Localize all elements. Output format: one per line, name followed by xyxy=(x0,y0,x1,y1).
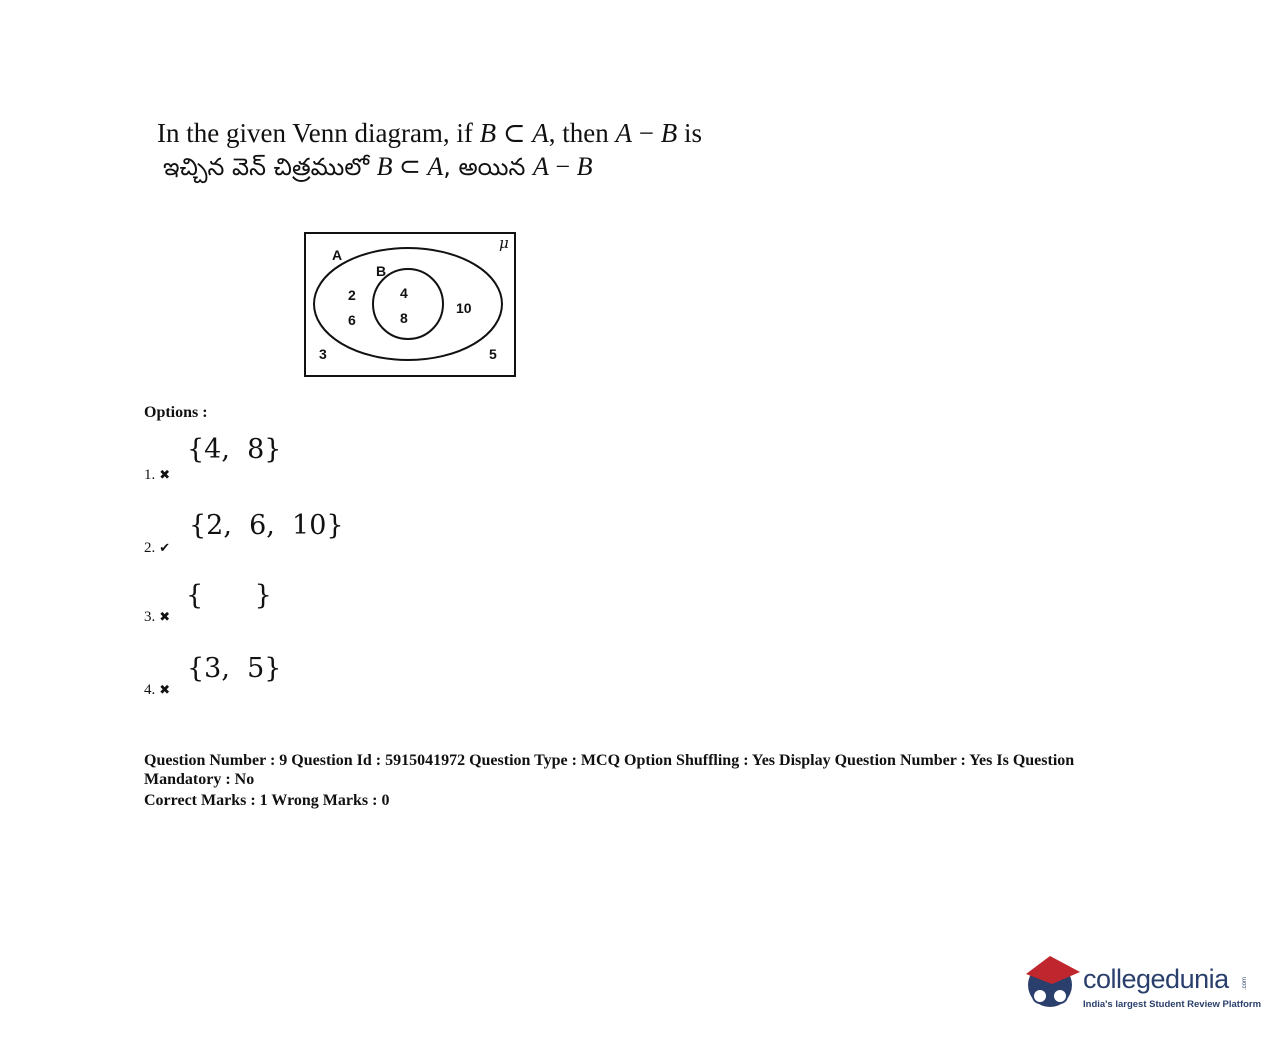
marks-info: Correct Marks : 1 Wrong Marks : 0 xyxy=(144,792,390,809)
set-a-element: 2 xyxy=(348,287,356,303)
option-number: 1. xyxy=(144,467,156,483)
universal-label: μ xyxy=(499,234,509,252)
logo-com: .com xyxy=(1242,976,1248,990)
minus-symbol: − xyxy=(548,152,577,181)
venn-diagram xyxy=(304,232,516,377)
set-b-symbol: B xyxy=(660,118,678,148)
option-number-row xyxy=(144,608,170,626)
set-b-label: B xyxy=(376,263,387,279)
minus-symbol: − xyxy=(632,118,661,148)
glasses-left xyxy=(1033,989,1047,1003)
question-text: In the given Venn diagram, if xyxy=(157,118,480,148)
option-number: 4. xyxy=(144,682,156,698)
question-english xyxy=(157,118,702,149)
option-number-row xyxy=(144,466,170,484)
wrong-icon: ✖ xyxy=(159,682,171,697)
subset-symbol: ⊂ xyxy=(392,152,428,181)
outside-element: 5 xyxy=(489,346,497,362)
telugu-text-then: , అయిన xyxy=(443,153,534,181)
set-a-symbol: A xyxy=(532,118,549,148)
set-b-symbol: B xyxy=(576,152,593,181)
set-b-element: 8 xyxy=(400,310,408,326)
option-number-row xyxy=(144,539,170,557)
set-a-element: 10 xyxy=(456,300,472,316)
logo-wordmark: collegedunia xyxy=(1083,964,1229,994)
option-value: {4, 8} xyxy=(187,434,282,465)
question-meta: Question Number : 9 Question Id : 5915041972 Question Type : MCQ Option Shuffling : Yes Display Question Number : Yes Is Question Mandatory : No xyxy=(144,752,1075,788)
set-a-symbol: A xyxy=(615,118,633,148)
check-icon: ✔ xyxy=(159,540,171,555)
question-text-then: , then xyxy=(548,118,616,148)
logo-tagline: India's largest Student Review Platform xyxy=(1083,999,1262,1010)
option-value: {2, 6, 10} xyxy=(189,510,344,541)
options-heading: Options : xyxy=(144,404,208,421)
question-text-is: is xyxy=(677,118,703,148)
wrong-icon: ✖ xyxy=(159,467,171,482)
glasses-right xyxy=(1053,989,1067,1003)
question-telugu xyxy=(163,152,592,187)
telugu-text: ఇచ్చిన వెన్ చిత్రములో xyxy=(163,153,377,181)
set-a-symbol: A xyxy=(427,152,444,181)
set-b-symbol: B xyxy=(376,152,393,181)
set-a-element: 6 xyxy=(348,312,356,328)
set-a-ellipse xyxy=(314,248,502,360)
option-number: 3. xyxy=(144,609,156,625)
subset-symbol: ⊂ xyxy=(496,118,533,148)
option-value: {3, 5} xyxy=(187,653,282,684)
set-b-element: 4 xyxy=(400,285,408,301)
set-a-symbol: A xyxy=(533,152,549,181)
wrong-icon: ✖ xyxy=(159,609,171,624)
option-number-row xyxy=(144,681,170,699)
outside-element: 3 xyxy=(319,346,327,362)
option-value: { } xyxy=(186,580,272,611)
set-b-circle xyxy=(373,269,443,339)
set-b-symbol: B xyxy=(479,118,497,148)
option-number: 2. xyxy=(144,540,156,556)
set-a-label: A xyxy=(332,247,343,263)
